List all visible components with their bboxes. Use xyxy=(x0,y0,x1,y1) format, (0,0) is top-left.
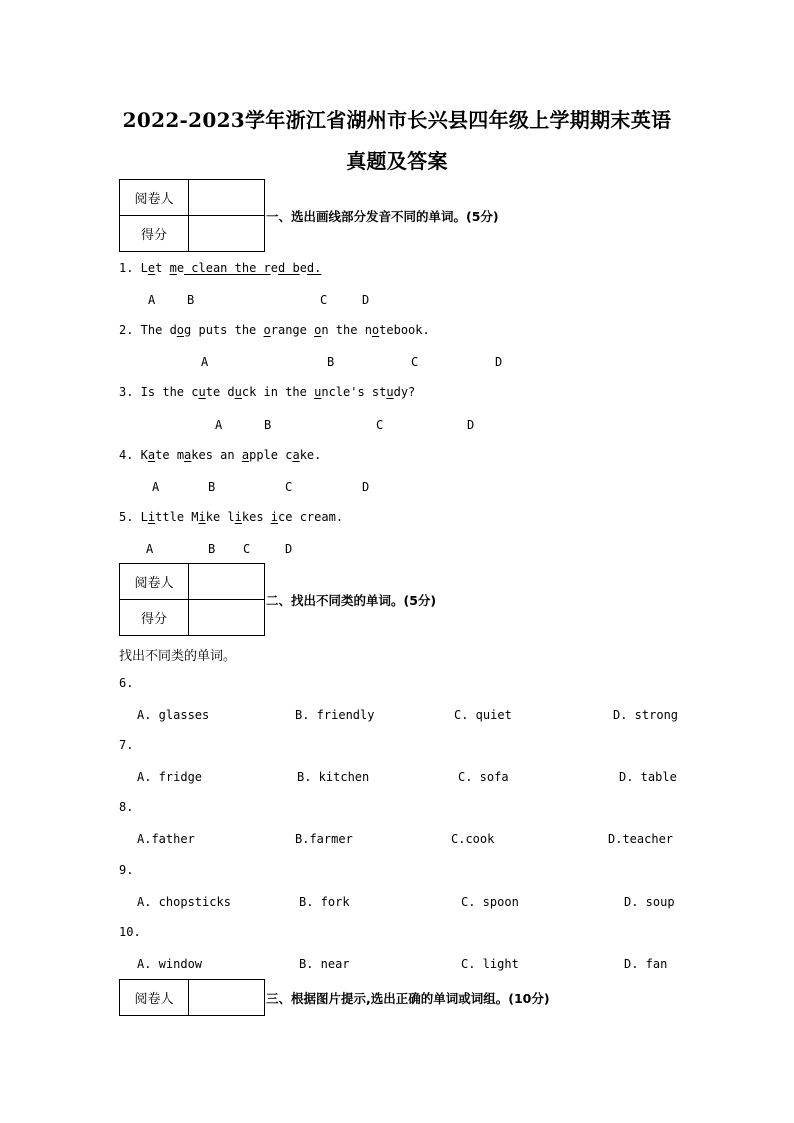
sentence-text: n the n xyxy=(321,323,372,337)
option-letter[interactable]: D xyxy=(467,418,475,432)
option-letter[interactable]: A xyxy=(201,355,209,369)
option-letter[interactable]: A xyxy=(152,480,160,494)
question-3 xyxy=(119,385,415,399)
answer-option[interactable]: C. sofa xyxy=(458,770,509,784)
sentence-text: ke. xyxy=(299,448,322,462)
question-4 xyxy=(119,448,321,462)
section2-heading: 二、找出不同类的单词。(5分) xyxy=(266,593,437,608)
answer-option[interactable]: B. fork xyxy=(299,895,350,909)
sentence-text: 5. L xyxy=(119,510,148,524)
reviewer-field[interactable] xyxy=(189,180,265,216)
option-letter[interactable]: A xyxy=(215,418,223,432)
score-box-3 xyxy=(119,979,265,1016)
score-field[interactable] xyxy=(189,216,265,252)
option-letter[interactable]: B xyxy=(187,293,195,307)
sentence-text: e xyxy=(299,261,307,275)
question-number: 10. xyxy=(119,925,141,939)
underlined-letter: d. xyxy=(306,261,322,275)
underlined-letter: o xyxy=(263,323,271,337)
section1-heading: 一、选出画线部分发音不同的单词。(5分) xyxy=(266,209,499,224)
underlined-letter: u xyxy=(198,385,206,399)
option-letter[interactable]: B xyxy=(208,480,216,494)
sentence-text: e xyxy=(176,261,185,275)
answer-option[interactable]: A. fridge xyxy=(137,770,203,784)
sentence-text: pple c xyxy=(249,448,293,462)
underlined-letter: o xyxy=(314,323,322,337)
answer-option[interactable]: B.farmer xyxy=(295,832,353,846)
sentence-text: e xyxy=(270,261,278,275)
reviewer-label: 阅卷人 xyxy=(120,180,189,216)
sentence-text: 4. K xyxy=(119,448,148,462)
option-letter[interactable]: D xyxy=(285,542,293,556)
underlined-letter: i xyxy=(147,510,156,524)
score-label: 得分 xyxy=(120,600,189,636)
option-letter[interactable]: B xyxy=(327,355,335,369)
reviewer-label: 阅卷人 xyxy=(120,980,189,1016)
section2-instruction: 找出不同类的单词。 xyxy=(119,649,237,664)
option-letter[interactable]: C xyxy=(243,542,251,556)
question-number: 6. xyxy=(119,676,134,690)
underlined-letter: i xyxy=(234,510,242,524)
answer-option[interactable]: B. kitchen xyxy=(297,770,370,784)
question-number: 8. xyxy=(119,800,134,814)
option-letter[interactable]: B xyxy=(264,418,272,432)
score-box-1 xyxy=(119,179,265,252)
sentence-text: g puts the xyxy=(184,323,264,337)
answer-option[interactable]: A. chopsticks xyxy=(137,895,231,909)
sentence-text: dy? xyxy=(393,385,416,399)
sentence-text: ttle M xyxy=(155,510,199,524)
reviewer-label: 阅卷人 xyxy=(120,564,189,600)
score-field[interactable] xyxy=(189,600,265,636)
answer-option[interactable]: B. friendly xyxy=(295,708,375,722)
underlined-letter: o xyxy=(371,323,380,337)
answer-option[interactable]: D. table xyxy=(619,770,677,784)
underlined-letter: u xyxy=(314,385,322,399)
reviewer-field[interactable] xyxy=(189,564,265,600)
question-number: 7. xyxy=(119,738,134,752)
option-letter[interactable]: C xyxy=(411,355,419,369)
sentence-text: 3. Is the c xyxy=(119,385,199,399)
question-5 xyxy=(119,510,343,524)
score-box-2 xyxy=(119,563,265,636)
answer-option[interactable]: D.teacher xyxy=(608,832,674,846)
option-letter[interactable]: C xyxy=(285,480,293,494)
question-number: 9. xyxy=(119,863,134,877)
underlined-letter: d b xyxy=(278,261,300,275)
answer-option[interactable]: A.father xyxy=(137,832,195,846)
underlined-letter: a xyxy=(147,448,156,462)
option-letter[interactable]: D xyxy=(362,480,370,494)
sentence-text: t xyxy=(155,261,170,275)
answer-option[interactable]: D. fan xyxy=(624,957,668,971)
option-letter[interactable]: C xyxy=(320,293,328,307)
sentence-text: te m xyxy=(155,448,185,462)
answer-option[interactable]: C. light xyxy=(461,957,519,971)
sentence-text: te d xyxy=(205,385,235,399)
answer-option[interactable]: D. strong xyxy=(613,708,679,722)
sentence-text: range xyxy=(270,323,315,337)
sentence-text: ck in the xyxy=(241,385,315,399)
option-letter[interactable]: D xyxy=(495,355,503,369)
underlined-letter: i xyxy=(270,510,279,524)
page-title: 2022-2023学年浙江省湖州市长兴县四年级上学期期末英语 xyxy=(122,108,672,132)
section3-heading: 三、根据图片提示,选出正确的单词或词组。(10分) xyxy=(266,991,550,1006)
reviewer-field[interactable] xyxy=(189,980,265,1016)
answer-option[interactable]: A. window xyxy=(137,957,203,971)
option-letter[interactable]: D xyxy=(362,293,370,307)
underlined-letter: e xyxy=(147,261,156,275)
score-label: 得分 xyxy=(120,216,189,252)
sentence-text: ke l xyxy=(205,510,235,524)
option-letter[interactable]: C xyxy=(376,418,384,432)
question-2 xyxy=(119,323,430,337)
option-letter[interactable]: B xyxy=(208,542,216,556)
underlined-letter: o xyxy=(176,323,185,337)
underlined-letter: a xyxy=(292,448,300,462)
underlined-letter: i xyxy=(198,510,206,524)
sentence-text: tebook. xyxy=(379,323,430,337)
underlined-letter: m xyxy=(169,261,177,275)
sentence-text: ncle's st xyxy=(321,385,387,399)
answer-option[interactable]: C. spoon xyxy=(461,895,519,909)
underlined-letter: a xyxy=(241,448,250,462)
sentence-text: 1. L xyxy=(119,261,148,275)
sentence-text: kes an xyxy=(191,448,242,462)
question-1 xyxy=(119,261,321,275)
underlined-letter: u xyxy=(234,385,242,399)
option-letter[interactable]: A xyxy=(146,542,154,556)
option-letter[interactable]: A xyxy=(148,293,156,307)
underlined-letter: a xyxy=(184,448,192,462)
answer-option[interactable]: A. glasses xyxy=(137,708,210,722)
sentence-text: 2. The d xyxy=(119,323,177,337)
answer-option[interactable]: C. quiet xyxy=(454,708,512,722)
sentence-text: kes xyxy=(241,510,271,524)
answer-option[interactable]: C.cook xyxy=(451,832,495,846)
answer-option[interactable]: D. soup xyxy=(624,895,675,909)
page-title-line2: 真题及答案 xyxy=(346,149,448,173)
underlined-letter: u xyxy=(386,385,394,399)
underlined-letter: clean the r xyxy=(184,261,271,275)
sentence-text: ce cream. xyxy=(278,510,344,524)
answer-option[interactable]: B. near xyxy=(299,957,350,971)
